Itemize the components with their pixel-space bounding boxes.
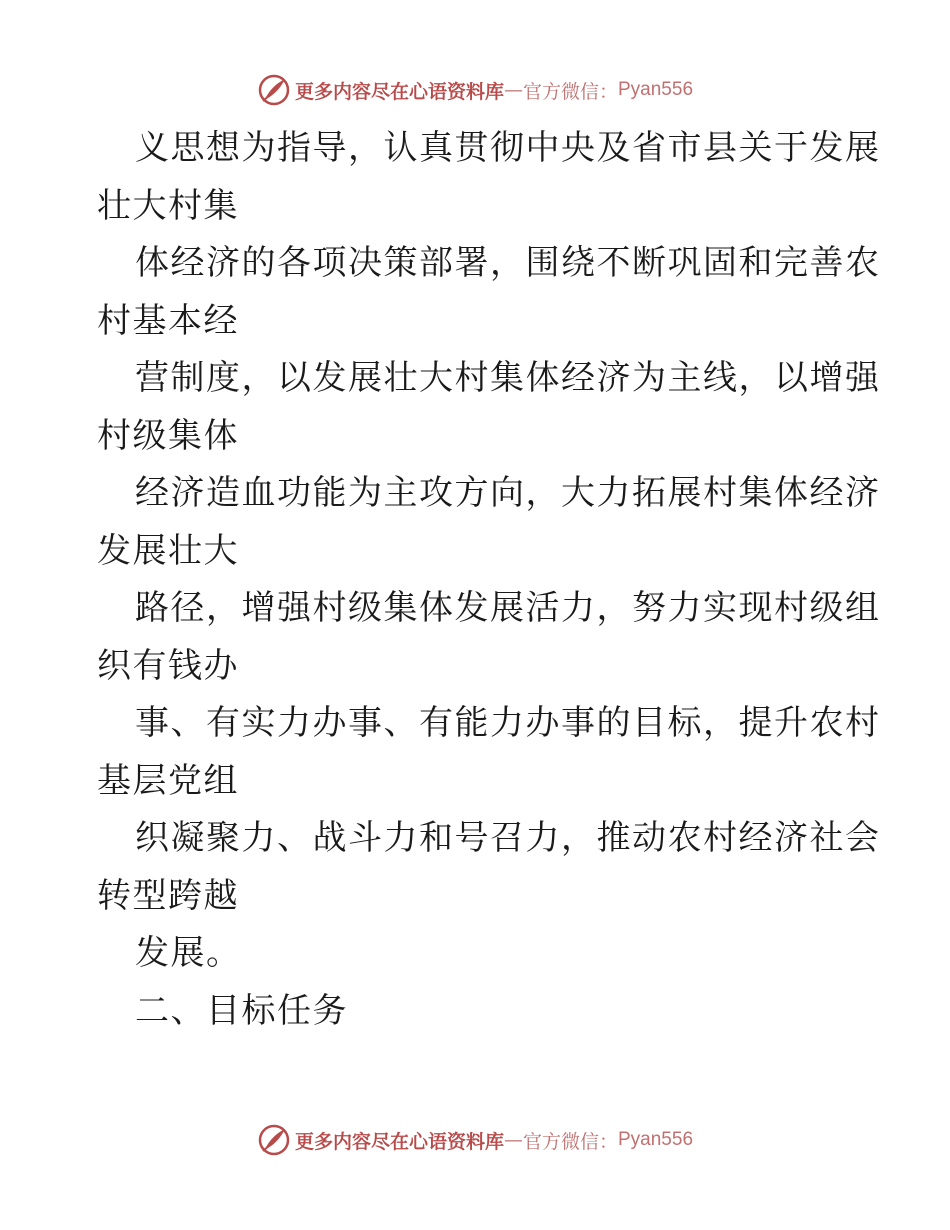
body-line: 义思想为指导，认真贯彻中央及省市县关于发展 (135, 128, 881, 168)
watermark-text: 更多内容尽在心语资料库 (294, 1130, 504, 1153)
watermark-separator: — (503, 79, 523, 101)
body-line: 织有钱办 (97, 645, 239, 686)
document-body (97, 120, 881, 1040)
body-line: 经济造血功能为主攻方向，大力拓展村集体经济 (135, 473, 881, 513)
header-watermark (0, 70, 950, 110)
body-line: 织凝聚力、战斗力和号召力，推动农村经济社会 (135, 818, 881, 858)
quill-logo-icon (257, 73, 291, 107)
quill-logo-icon (257, 1123, 291, 1157)
watermark-official-label: 官方微信： (522, 1130, 618, 1153)
watermark-wechat-id: Pyan556 (618, 79, 694, 100)
body-line: 营制度，以发展壮大村集体经济为主线，以增强 (135, 358, 881, 398)
body-line: 事、有实力办事、有能力办事的目标，提升农村 (135, 703, 881, 743)
body-line: 村级集体 (97, 415, 239, 456)
body-line: 基层党组 (97, 760, 239, 801)
footer-watermark (0, 1120, 950, 1160)
watermark-official-label: 官方微信： (522, 80, 618, 103)
watermark-separator: — (503, 1129, 523, 1151)
body-line: 体经济的各项决策部署，围绕不断巩固和完善农 (135, 243, 881, 283)
body-line: 壮大村集 (97, 185, 239, 226)
body-line: 发展壮大 (97, 530, 239, 571)
section-heading: 二、目标任务 (135, 990, 348, 1031)
watermark-wechat-id: Pyan556 (618, 1129, 694, 1150)
body-line: 转型跨越 (97, 875, 239, 916)
body-line: 村基本经 (97, 300, 239, 341)
body-line: 发展。 (135, 933, 242, 973)
body-line: 路径，增强村级集体发展活力，努力实现村级组 (135, 588, 881, 628)
watermark-text: 更多内容尽在心语资料库 (294, 80, 504, 103)
